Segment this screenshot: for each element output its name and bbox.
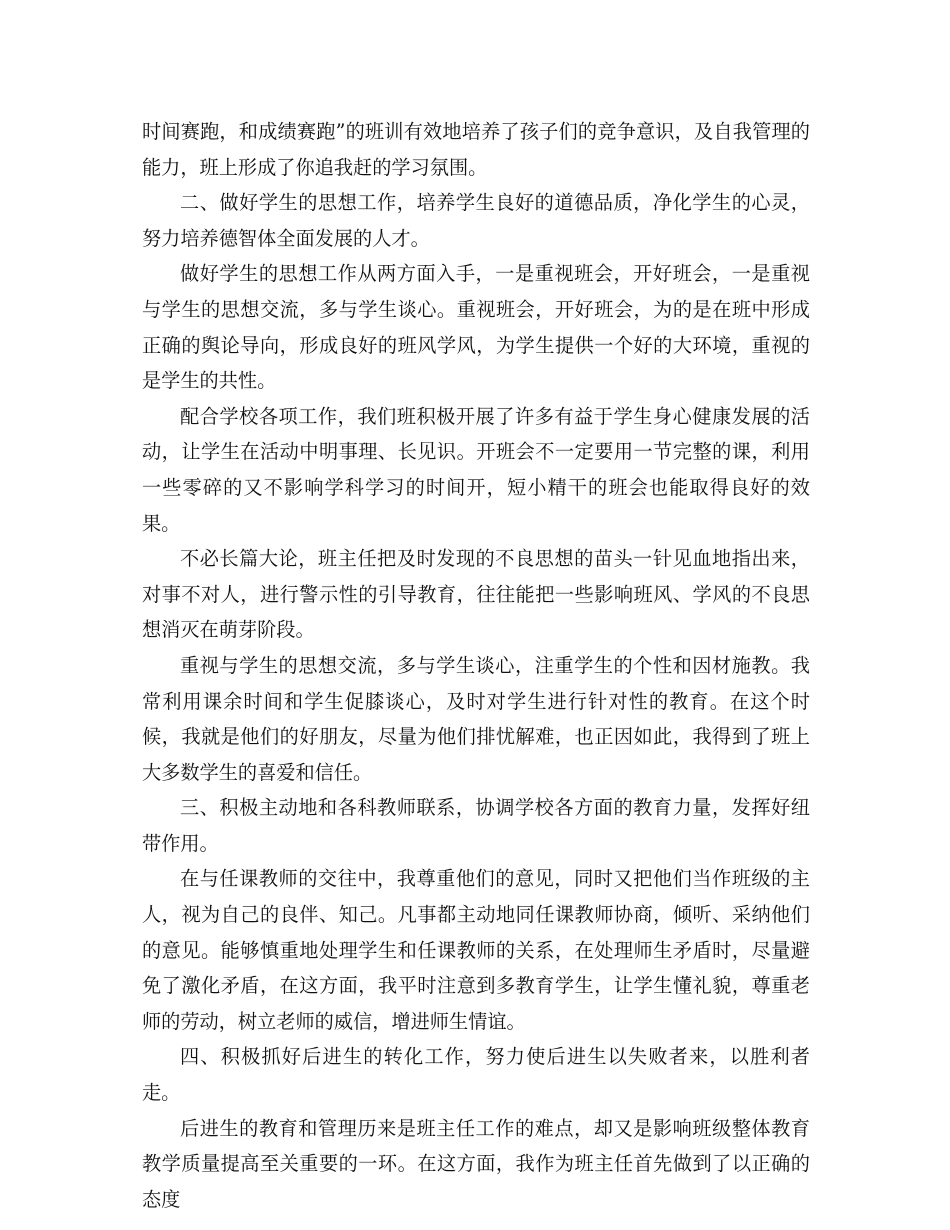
paragraph: 在与任课教师的交往中，我尊重他们的意见，同时又把他们当作班级的主人，视为自己的良伴、知己。凡事都主动地同任课教师协商，倾听、采纳他们的意见。能够慎重地处理学生和任课教师的关系，在处理师生矛盾时，尽量避免了激化矛盾，在这方面，我平时注意到多教育学生，让学生懂礼貌，尊重老师的劳动，树立老师的威信，增进师生情谊。 <box>142 867 810 1033</box>
paragraph: 重视与学生的思想交流，多与学生谈心，注重学生的个性和因材施教。我常利用课余时间和学生促膝谈心，及时对学生进行针对性的教育。在这个时候，我就是他们的好朋友，尽量为他们排忧解难，也正因如此，我得到了班上大多数学生的喜爱和信任。 <box>142 653 810 784</box>
paragraph: 不必长篇大论，班主任把及时发现的不良思想的苗头一针见血地指出来，对事不对人，进行警示性的引导教育，往往能把一些影响班风、学风的不良思想消灭在萌芽阶段。 <box>142 547 810 642</box>
paragraph-heading-three: 三、积极主动地和各科教师联系，协调学校各方面的教育力量，发挥好纽带作用。 <box>142 796 810 855</box>
document-body <box>142 114 810 1217</box>
paragraph: 配合学校各项工作，我们班积极开展了许多有益于学生身心健康发展的活动，让学生在活动中明事理、长见识。开班会不一定要用一节完整的课，利用一些零碎的又不影响学科学习的时间开，短小精干的班会也能取得良好的效果。 <box>142 404 810 535</box>
paragraph-heading-two: 二、做好学生的思想工作，培养学生良好的道德品质，净化学生的心灵，努力培养德智体全面发展的人才。 <box>142 191 810 250</box>
paragraph-continuation: 时间赛跑，和成绩赛跑”的班训有效地培养了孩子们的竞争意识，及自我管理的能力，班上形成了你追我赶的学习氛围。 <box>142 120 810 179</box>
paragraph: 后进生的教育和管理历来是班主任工作的难点，却又是影响班级整体教育教学质量提高至关重要的一环。在这方面，我作为班主任首先做到了以正确的态度 <box>142 1116 810 1211</box>
paragraph-heading-four: 四、积极抓好后进生的转化工作，努力使后进生以失败者来，以胜利者走。 <box>142 1045 810 1105</box>
paragraph: 做好学生的思想工作从两方面入手，一是重视班会，开好班会，一是重视与学生的思想交流，多与学生谈心。重视班会，开好班会，为的是在班中形成正确的舆论导向，形成良好的班风学风，为学生提供一个好的大环境，重视的是学生的共性。 <box>142 262 810 393</box>
